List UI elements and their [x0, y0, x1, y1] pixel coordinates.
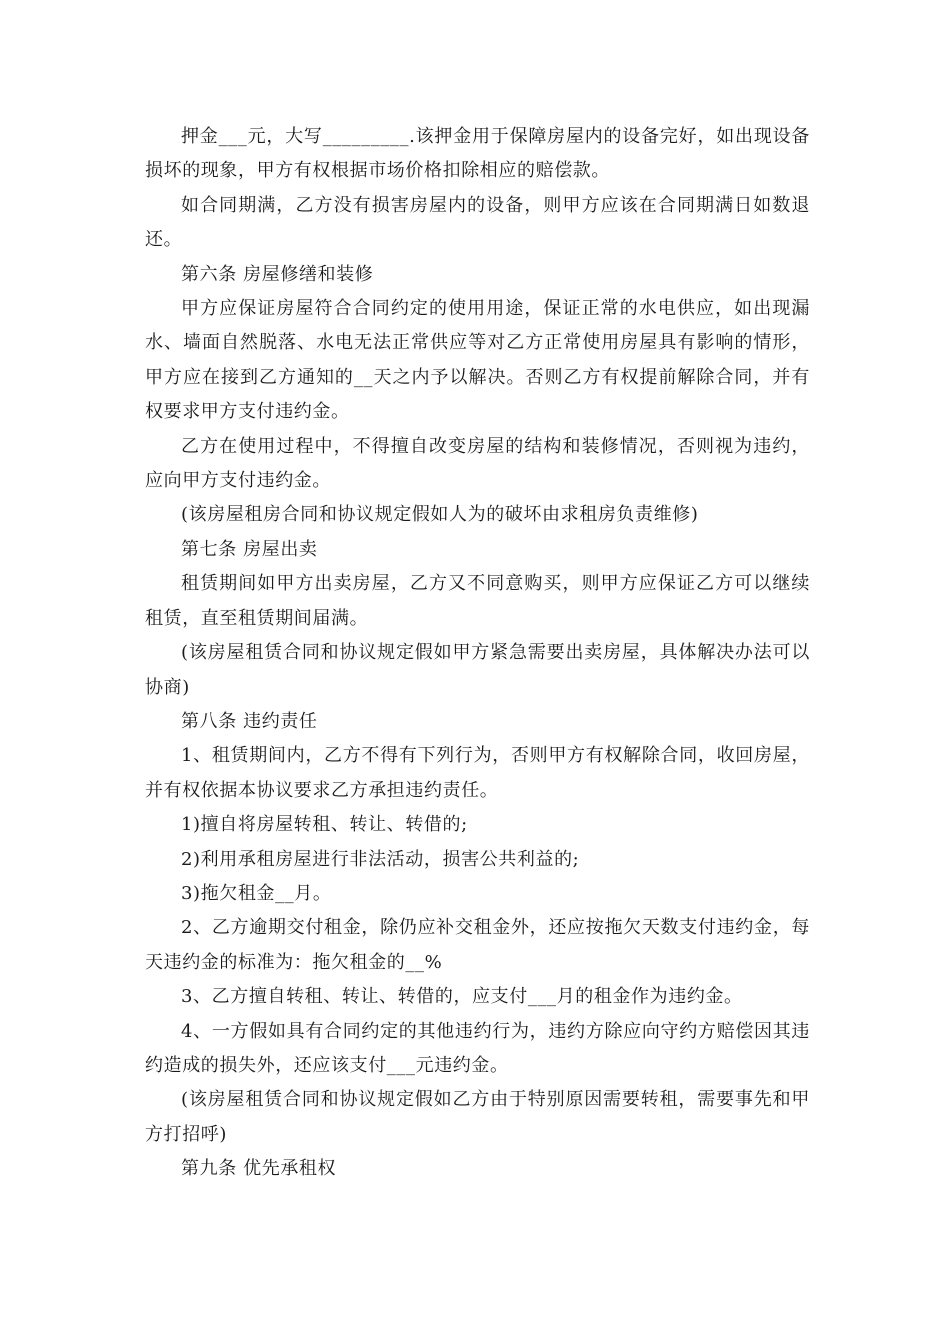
article-8-heading: 第八条 违约责任	[181, 710, 318, 732]
breach-clause-3: 3、乙方擅自转租、转让、转借的，应支付___月的租金作为违约金。	[181, 986, 743, 1008]
article-9-heading: 第九条 优先承租权	[181, 1158, 337, 1180]
sale-note: (该房屋租赁合同和协议规定假如甲方紧急需要出卖房屋，具体解决办法可以协商)	[145, 642, 810, 698]
deposit-paragraph: 押金___元，大写_________.该押金用于保障房屋内的设备完好，如出现设备损坏的现象，甲方有权根据市场价格扣除相应的赔偿款。	[145, 126, 810, 182]
article-7-heading: 第七条 房屋出卖	[181, 538, 318, 560]
breach-clause-4: 4、一方假如具有合同约定的其他违约行为，违约方除应向守约方赔偿因其违约造成的损失外，还应该支付___元违约金。	[145, 1020, 810, 1076]
breach-item-2: 2)利用承租房屋进行非法活动，损害公共利益的;	[181, 848, 580, 870]
breach-item-1: 1)擅自将房屋转租、转让、转借的;	[181, 814, 468, 836]
repair-note: (该房屋租房合同和协议规定假如人为的破坏由求租房负责维修)	[181, 504, 699, 526]
article-6-heading: 第六条 房屋修缮和装修	[181, 263, 374, 285]
document-body	[145, 120, 810, 1187]
breach-clause-1: 1、租赁期间内，乙方不得有下列行为，否则甲方有权解除合同，收回房屋，并有权依据本协议要求乙方承担违约责任。	[145, 745, 810, 801]
sale-paragraph: 租赁期间如甲方出卖房屋，乙方又不同意购买，则甲方应保证乙方可以继续租赁，直至租赁期间届满。	[145, 573, 810, 629]
sublet-note: (该房屋租赁合同和协议规定假如乙方由于特别原因需要转租，需要事先和甲方打招呼)	[145, 1089, 810, 1145]
alteration-paragraph: 乙方在使用过程中，不得擅自改变房屋的结构和装修情况，否则视为违约，应向甲方支付违约金。	[145, 435, 810, 492]
deposit-refund-paragraph: 如合同期满，乙方没有损害房屋内的设备，则甲方应该在合同期满日如数退还。	[145, 194, 810, 251]
breach-item-3: 3)拖欠租金__月。	[181, 882, 332, 904]
breach-clause-2: 2、乙方逾期交付租金，除仍应补交租金外，还应按拖欠天数支付违约金，每天违约金的标准为：拖欠租金的__%	[145, 917, 810, 973]
repair-obligation-paragraph: 甲方应保证房屋符合合同约定的使用用途，保证正常的水电供应，如出现漏水、墙面自然脱落、水电无法正常供应等对乙方正常使用房屋具有影响的情形，甲方应在接到乙方通知的__天之内予以解决。否则乙方有权提前解除合同，并有权要求甲方支付违约金。	[145, 298, 810, 423]
